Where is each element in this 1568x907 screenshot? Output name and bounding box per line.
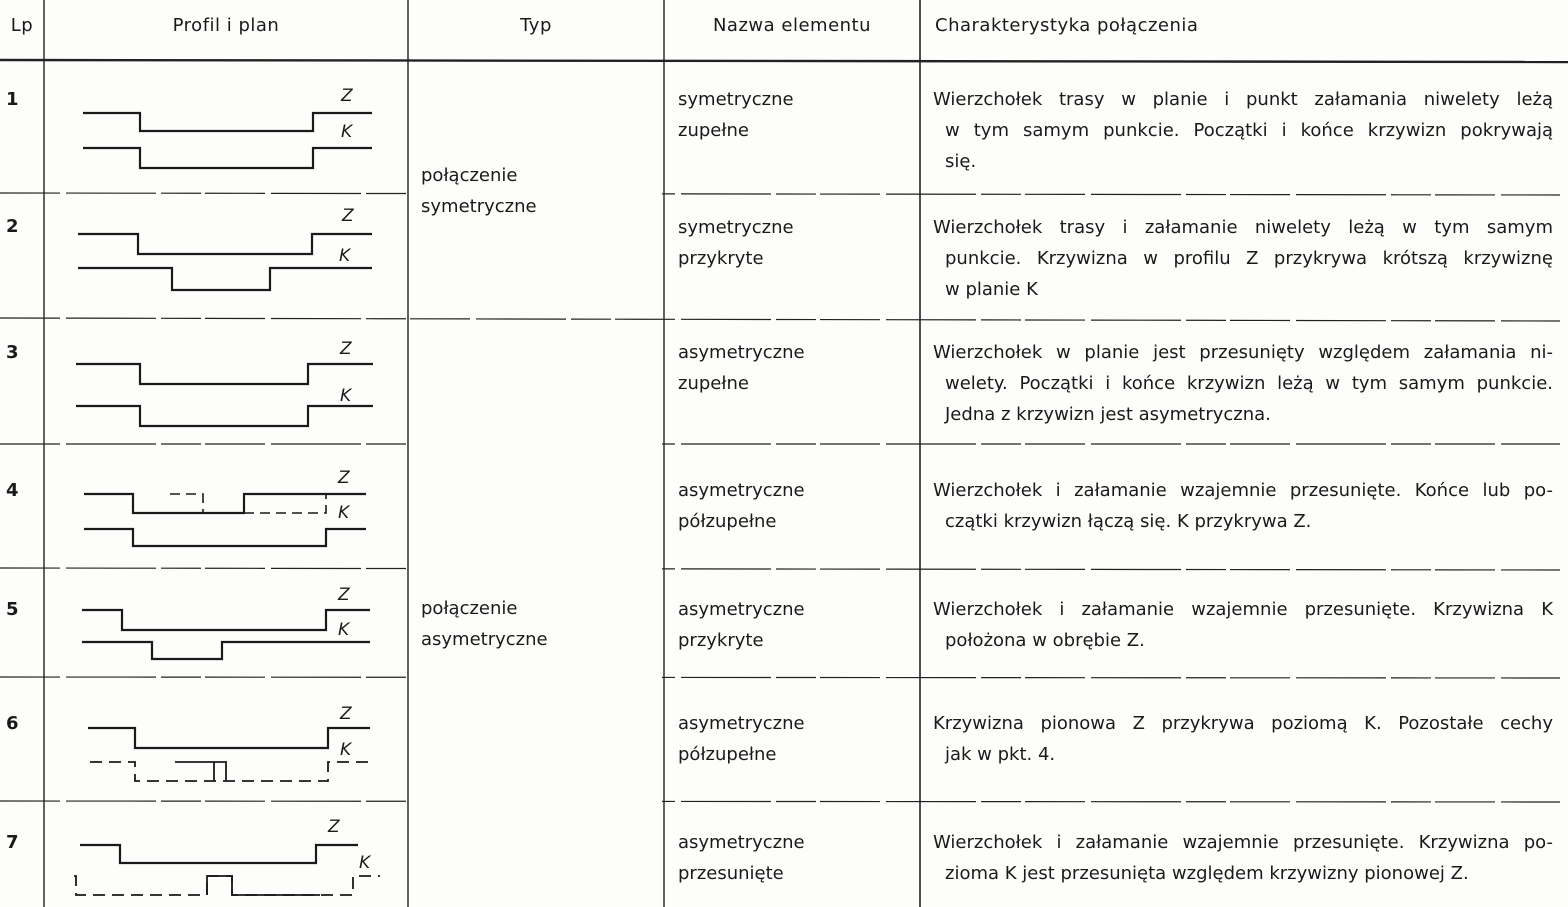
diagram-row-2 bbox=[78, 234, 372, 290]
header-typ: Typ bbox=[520, 15, 552, 36]
profile-curve-z bbox=[88, 728, 370, 748]
description-line: Wierzchołek trasy i załamanie niwelety leżą w tym samym bbox=[933, 217, 1553, 238]
description-line: Wierzchołek i załamanie wzajemnie przesunięte. Krzywizna po- bbox=[933, 832, 1553, 853]
profile-curve-z bbox=[78, 234, 372, 254]
row-number: 6 bbox=[6, 713, 19, 734]
dashed-plan-k bbox=[74, 876, 380, 895]
header-profil: Profil i plan bbox=[172, 15, 280, 36]
element-name: symetryczne przykryte bbox=[678, 217, 794, 269]
diagram-row-6 bbox=[88, 728, 370, 781]
diagram-row-1 bbox=[83, 113, 372, 168]
plan-curve-k bbox=[84, 529, 366, 546]
label-k: K bbox=[338, 620, 350, 640]
diagram-row-3 bbox=[76, 364, 373, 426]
description-line: w planie K bbox=[945, 279, 1038, 300]
dashed-plan-k bbox=[90, 762, 370, 781]
description-line: Wierzchołek w planie jest przesunięty względem załamania ni- bbox=[933, 342, 1553, 363]
description-line: welety. Początki i końce krzywizn leżą w tym samym punkcie. bbox=[945, 373, 1553, 394]
plan-curve-k bbox=[76, 406, 373, 426]
header-charakterystyka: Charakterystyka połączenia bbox=[935, 15, 1199, 36]
profile-curve-z bbox=[82, 610, 370, 630]
plan-curve-k bbox=[78, 268, 372, 290]
label-k: K bbox=[340, 740, 352, 760]
dashed-curve-k bbox=[244, 494, 326, 513]
description-line: jak w pkt. 4. bbox=[945, 744, 1056, 765]
label-z: Z bbox=[338, 468, 350, 488]
description-line: Krzywizna pionowa Z przykrywa poziomą K. Pozostałe cechy bbox=[933, 713, 1553, 734]
description-line: się. bbox=[945, 151, 977, 172]
element-name: asymetryczne przesunięte bbox=[678, 832, 805, 884]
label-k: K bbox=[339, 246, 351, 266]
label-z: Z bbox=[342, 206, 354, 226]
description-line: zioma K jest przesunięta względem krzywizny pionowej Z. bbox=[945, 863, 1469, 884]
description-line: Wierzchołek i załamanie wzajemnie przesunięte. Krzywizna K bbox=[933, 599, 1553, 620]
group-label-symmetric: połączenie symetryczne bbox=[421, 165, 537, 217]
element-name: asymetryczne zupełne bbox=[678, 342, 805, 394]
label-k: K bbox=[338, 503, 350, 523]
element-name: asymetryczne półzupełne bbox=[678, 480, 805, 532]
label-z: Z bbox=[328, 817, 340, 837]
row-number: 5 bbox=[6, 599, 19, 620]
label-z: Z bbox=[340, 339, 352, 359]
profile-curve-z bbox=[76, 364, 373, 384]
profile-curve-z bbox=[83, 113, 372, 131]
header-lp: Lp bbox=[10, 15, 34, 36]
element-name: asymetryczne półzupełne bbox=[678, 713, 805, 765]
description-line: w tym samym punkcie. Początki i końce krzywizn pokrywają bbox=[945, 120, 1553, 141]
row-number: 2 bbox=[6, 216, 19, 237]
dashed-curve-k bbox=[170, 494, 203, 513]
profile-curve-z bbox=[84, 494, 366, 513]
element-name: symetryczne zupełne bbox=[678, 89, 794, 141]
description-line: Jedna z krzywizn jest asymetryczna. bbox=[945, 404, 1271, 425]
description-line: punkcie. Krzywizna w profilu Z przykrywa krótszą krzywiznę bbox=[945, 248, 1553, 269]
label-k: K bbox=[341, 122, 353, 142]
row-number: 1 bbox=[6, 89, 19, 110]
diagram-row-4 bbox=[84, 494, 366, 546]
header-nazwa: Nazwa elementu bbox=[712, 15, 872, 36]
group-label-asymmetric: połączenie asymetryczne bbox=[421, 598, 548, 650]
plan-curve-k bbox=[83, 148, 372, 168]
label-k: K bbox=[340, 386, 352, 406]
row-number: 3 bbox=[6, 342, 19, 363]
plan-curve-k bbox=[175, 762, 226, 781]
description-line: czątki krzywizn łączą się. K przykrywa Z. bbox=[945, 511, 1312, 532]
row-number: 7 bbox=[6, 832, 19, 853]
description-line: Wierzchołek trasy w planie i punkt załamania niwelety leżą bbox=[933, 89, 1553, 110]
profile-curve-z bbox=[80, 845, 358, 863]
diagram-row-7 bbox=[74, 845, 380, 895]
label-k: K bbox=[359, 853, 371, 873]
plan-curve-k bbox=[82, 642, 370, 659]
diagram-row-5 bbox=[82, 610, 370, 659]
description-line: Wierzchołek i załamanie wzajemnie przesunięte. Końce lub po- bbox=[933, 480, 1553, 501]
plan-curve-k bbox=[207, 876, 320, 895]
element-name: asymetryczne przykryte bbox=[678, 599, 805, 651]
label-z: Z bbox=[338, 585, 350, 605]
label-z: Z bbox=[341, 86, 353, 106]
description-line: położona w obrębie Z. bbox=[945, 630, 1145, 651]
row-number: 4 bbox=[6, 480, 19, 501]
label-z: Z bbox=[340, 704, 352, 724]
